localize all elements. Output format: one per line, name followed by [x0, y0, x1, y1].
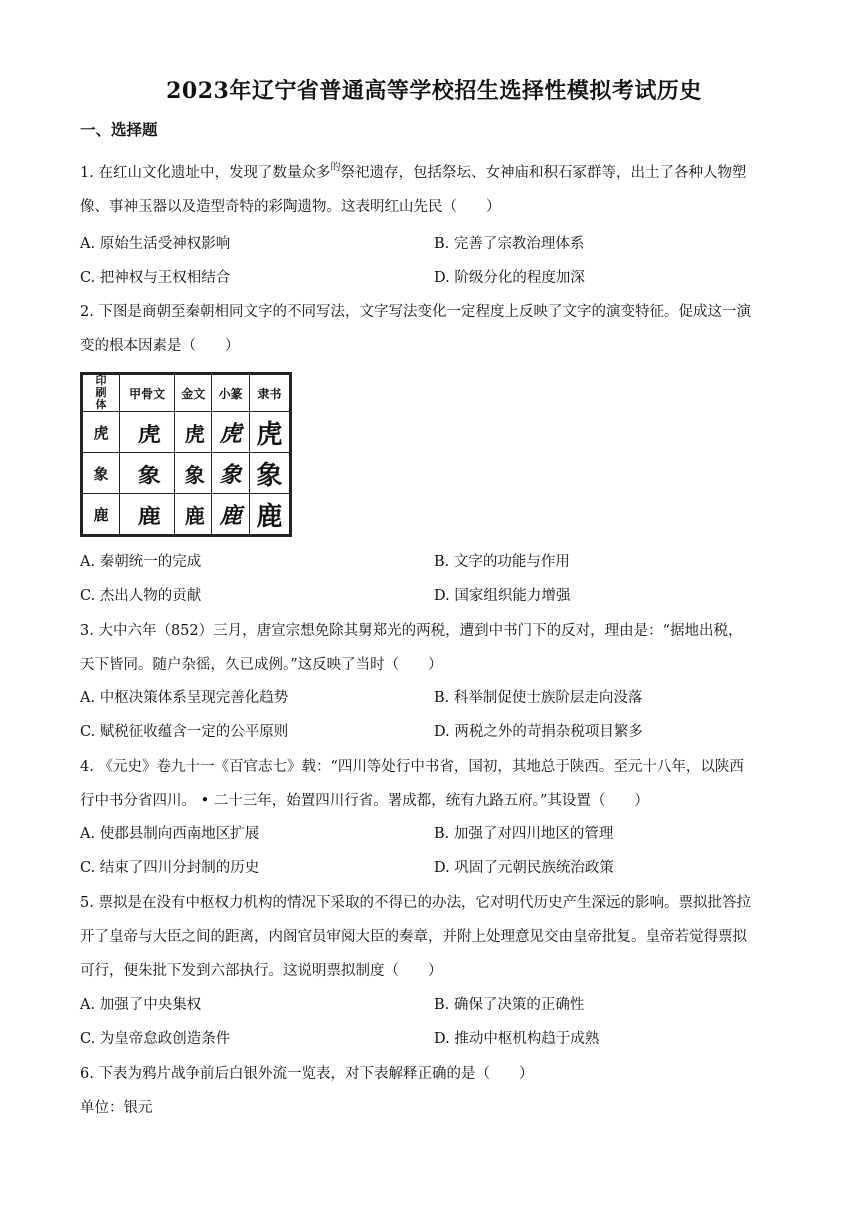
question-2-line-2: 变的根本因素是（ ）	[80, 338, 240, 354]
question-3-line-1: 3. 大中六年（852）三月，唐宣宗想免除其舅郑光的两税，遭到中书门下的反对，理由是：“据地出税，	[80, 623, 743, 639]
table-header-bronze: 金文	[175, 375, 212, 412]
glyph-seal-tiger	[212, 412, 249, 453]
table-header-printed	[83, 375, 120, 412]
glyph-oracle-elephant	[120, 453, 175, 494]
character-evolution-table	[80, 372, 292, 537]
glyph-bronze-elephant	[175, 453, 212, 494]
q1-option-c: C. 把神权与王权相结合	[80, 270, 231, 286]
glyph-text: 虎	[137, 421, 157, 446]
q2-option-b: B. 文字的功能与作用	[434, 554, 570, 570]
question-4-line-1: 4. 《元史》卷九十一《百官志七》载：“四川等处行中书省，国初，其地总于陕西。至元十八年，以陕西	[80, 759, 744, 775]
table-header-clerical: 隶书	[249, 375, 289, 412]
q3-option-b: B. 科举制促使士族阶层走向没落	[434, 690, 643, 706]
question-1-line-2: 像、事神玉器以及造型奇特的彩陶遗物。这表明红山先民（ ）	[80, 199, 501, 215]
section-heading: 一、选择题	[80, 120, 158, 139]
glyph-text: 象	[137, 462, 157, 487]
glyph-text: 象	[256, 460, 283, 491]
glyph-seal-deer	[212, 494, 249, 535]
q1-text-a: 1. 在红山文化遗址中，发现了数量众多	[80, 165, 331, 181]
q5-option-a: A. 加强了中央集权	[80, 997, 202, 1013]
question-5-line-2: 开了皇帝与大臣之间的距离，内阁官员审阅大臣的奏章，并附上处理意见交由皇帝批复。皇帝若觉得票拟	[80, 929, 747, 945]
glyph-oracle-deer	[120, 494, 175, 535]
glyph-text: 虎	[219, 420, 242, 447]
glyph-clerical-tiger	[249, 412, 289, 453]
q3-option-d: D. 两税之外的苛捐杂税项目繁多	[434, 724, 643, 740]
q3-option-a: A. 中枢决策体系呈现完善化趋势	[80, 690, 289, 706]
q5-option-b: B. 确保了决策的正确性	[434, 997, 585, 1013]
q4-option-d: D. 巩固了元朝民族统治政策	[434, 860, 614, 876]
page-title: 2023年辽宁省普通高等学校招生选择性模拟考试历史	[166, 78, 702, 104]
q1-superscript: 的	[330, 162, 341, 173]
row-label-elephant: 象	[83, 453, 120, 494]
table-header-seal: 小篆	[212, 375, 249, 412]
glyph-text: 象	[184, 462, 202, 487]
header-printed-text: 印刷体	[95, 374, 107, 411]
glyph-text: 虎	[256, 419, 283, 450]
glyph-clerical-elephant	[249, 453, 289, 494]
glyph-text: 鹿	[256, 501, 283, 532]
q2-option-a: A. 秦朝统一的完成	[80, 554, 202, 570]
question-2-line-1: 2. 下图是商朝至秦朝相同文字的不同写法，文字写法变化一定程度上反映了文字的演变特征。促成这一演	[80, 304, 751, 320]
table-header-oracle: 甲骨文	[120, 375, 175, 412]
q4-option-c: C. 结束了四川分封制的历史	[80, 860, 260, 876]
glyph-bronze-deer	[175, 494, 212, 535]
q5-option-c: C. 为皇帝怠政创造条件	[80, 1031, 231, 1047]
glyph-seal-elephant	[212, 453, 249, 494]
glyph-text: 鹿	[219, 502, 242, 529]
glyph-clerical-deer	[249, 494, 289, 535]
q4-option-b: B. 加强了对四川地区的管理	[434, 826, 614, 842]
q1-option-b: B. 完善了宗教治理体系	[434, 236, 585, 252]
glyph-bronze-tiger	[175, 412, 212, 453]
question-4-line-2: 行中书分省四川。 • 二十三年，始置四川行省。署成都，统有九路五府。”其设置（ ）	[80, 793, 649, 809]
q1-text-b: 祭祀遗存，包括祭坛、女神庙和积石冢群等，出土了各种人物塑	[340, 165, 747, 181]
q1-option-d: D. 阶级分化的程度加深	[434, 270, 585, 286]
glyph-text: 鹿	[137, 503, 157, 528]
question-6-line-1: 6. 下表为鸦片战争前后白银外流一览表，对下表解释正确的是（ ）	[80, 1066, 534, 1082]
glyph-text: 虎	[184, 421, 202, 446]
q3-option-c: C. 赋税征收蕴含一定的公平原则	[80, 724, 289, 740]
q1-option-a: A. 原始生活受神权影响	[80, 236, 231, 252]
glyph-text: 鹿	[184, 503, 202, 528]
question-6-unit: 单位：银元	[80, 1100, 153, 1116]
glyph-text: 象	[219, 461, 242, 488]
q2-option-c: C. 杰出人物的贡献	[80, 588, 202, 604]
q2-option-d: D. 国家组织能力增强	[434, 588, 571, 604]
question-1-line-1	[80, 156, 792, 192]
row-label-tiger: 虎	[83, 412, 120, 453]
question-5-line-1: 5. 票拟是在没有中枢权力机构的情况下采取的不得已的办法，它对明代历史产生深远的影响。票拟批答拉	[80, 895, 751, 911]
q5-option-d: D. 推动中枢机构趋于成熟	[434, 1031, 600, 1047]
q4-option-a: A. 使郡县制向西南地区扩展	[80, 826, 260, 842]
row-label-deer: 鹿	[83, 494, 120, 535]
question-5-line-3: 可行，便朱批下发到六部执行。这说明票拟制度（ ）	[80, 963, 443, 979]
question-3-line-2: 天下皆同。随户杂徭，久已成例。”这反映了当时（ ）	[80, 657, 443, 673]
glyph-oracle-tiger	[120, 412, 175, 453]
